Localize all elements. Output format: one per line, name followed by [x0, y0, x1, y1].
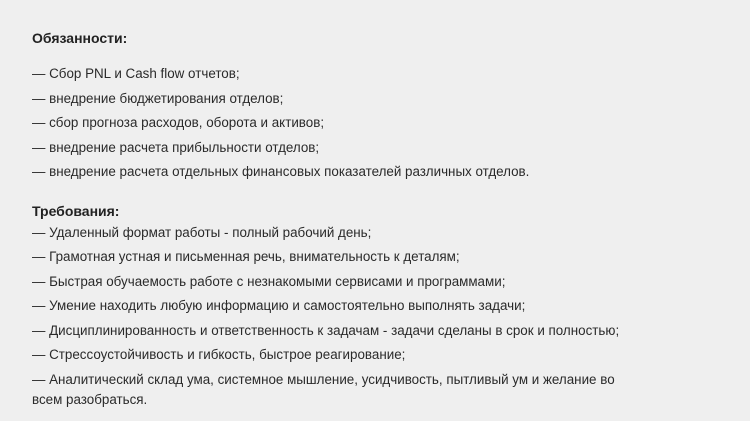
- requirements-list: [32, 221, 722, 410]
- duties-list: [32, 62, 722, 185]
- requirements-section: [32, 201, 722, 410]
- requirement-item: — Грамотная устная и письменная речь, внимательность к деталям;: [32, 249, 460, 264]
- duty-item: — внедрение расчета прибыльности отделов;: [32, 139, 320, 155]
- requirement-item: — Дисциплинированность и ответственность к задачам - задачи сделаны в срок и полностью;: [32, 322, 620, 338]
- duties-heading: Обязанности:: [32, 30, 128, 46]
- duty-item: — Сбор PNL и Cash flow отчетов;: [32, 66, 240, 81]
- duty-item: — внедрение бюджетирования отделов;: [32, 90, 284, 106]
- duties-section: [32, 28, 722, 185]
- requirement-item: — Удаленный формат работы - полный рабочий день;: [32, 224, 372, 240]
- requirement-item: — Умение находить любую информацию и самостоятельно выполнять задачи;: [32, 298, 526, 313]
- requirement-item: — Стрессоустойчивость и гибкость, быстрое реагирование;: [32, 347, 406, 362]
- job-description: [32, 28, 722, 410]
- requirement-item: — Быстрая обучаемость работе с незнакомыми сервисами и программами;: [32, 273, 506, 289]
- requirement-item: — Аналитический склад ума, системное мышление, усидчивость, пытливый ум и желание во всем разобраться.: [32, 371, 615, 407]
- duty-item: — внедрение расчета отдельных финансовых показателей различных отделов.: [32, 164, 530, 179]
- requirements-heading: Требования:: [32, 202, 120, 219]
- duty-item: — сбор прогноза расходов, оборота и активов;: [32, 115, 325, 130]
